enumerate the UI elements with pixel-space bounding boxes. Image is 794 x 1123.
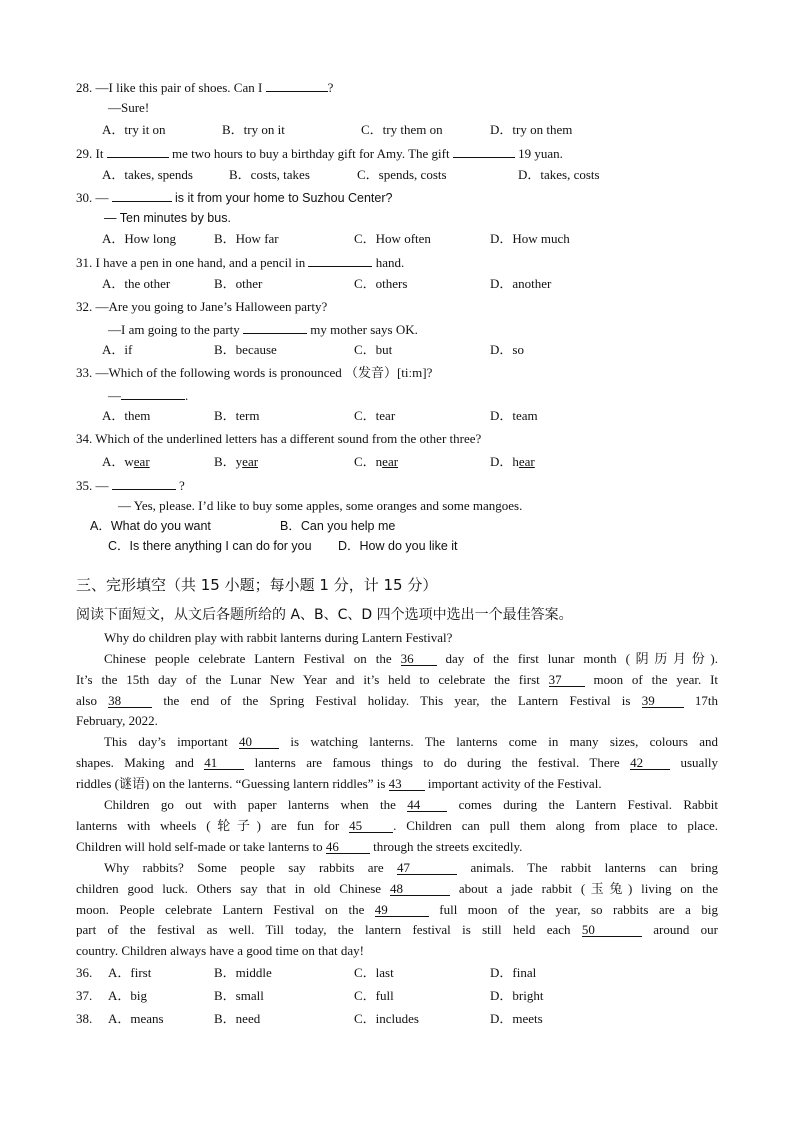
dialog-reply	[108, 321, 418, 338]
question-number: 38.	[76, 1011, 93, 1026]
passage-title: Why do children play with rabbit lanterns during Lantern Festival?	[104, 630, 453, 645]
blank-36[interactable]: 36	[401, 652, 437, 666]
option-c[interactable]: C．includes	[354, 1011, 419, 1026]
option-c[interactable]: C．spends, costs	[357, 167, 447, 182]
option-c[interactable]: C．but	[354, 342, 393, 357]
option-a[interactable]: A．if	[102, 342, 133, 357]
underlined-letters: ear	[133, 454, 150, 469]
answer-blank[interactable]	[107, 145, 169, 158]
option-d[interactable]: D．final	[490, 965, 537, 980]
option-c[interactable]: C．try them on	[361, 122, 443, 137]
question-text: .	[185, 388, 189, 403]
passage-line: also 38 the end of the Spring Festival holiday. This year, the Lantern Festival is 39 17th	[76, 692, 719, 708]
passage-line: riddles (谜语) on the lanterns. “Guessing lantern riddles” is 43 important activity of the Festival.	[76, 775, 602, 791]
answer-blank[interactable]	[121, 387, 185, 400]
question-number: 29.	[76, 146, 93, 161]
option-b[interactable]: B．because	[214, 342, 277, 357]
passage-line: children good luck. Others say that in old Chinese 48 about a jade rabbit (玉兔) living on the	[76, 880, 719, 896]
question-33	[76, 365, 432, 381]
answer-blank[interactable]	[308, 254, 372, 267]
passage-line: country. Children always have a good time on that day!	[76, 943, 364, 959]
question-number: 28.	[76, 80, 93, 95]
section-title: 三、完形填空（共 15 小题；每小题 1 分，计 15 分）	[76, 576, 438, 594]
option-c[interactable]: C．others	[354, 276, 408, 291]
passage-line: Chinese people celebrate Lantern Festival on the 36 day of the first lunar month (阴历月份).	[104, 651, 719, 666]
passage-paragraph-2	[76, 732, 718, 794]
question-text: I have a pen in one hand, and a pencil in	[95, 255, 306, 270]
option-d[interactable]: D．try on them	[490, 122, 573, 137]
option-d[interactable]: D．takes, costs	[518, 167, 600, 182]
question-text: —I am going to the party	[108, 322, 240, 337]
question-35	[76, 477, 185, 494]
option-a[interactable]: A．the other	[102, 276, 171, 291]
question-38	[76, 1011, 92, 1027]
question-36	[76, 965, 92, 981]
option-d[interactable]: D．bright	[490, 988, 544, 1003]
question-32	[76, 299, 327, 315]
blank-49[interactable]: 49	[375, 903, 429, 917]
option-d[interactable]: D．so	[490, 342, 524, 357]
blank-46[interactable]: 46	[326, 840, 370, 854]
question-31	[76, 254, 404, 271]
dialog-reply: — Ten minutes by bus.	[104, 211, 231, 225]
question-number: 35.	[76, 478, 93, 493]
option-c[interactable]: C．tear	[354, 408, 396, 423]
question-number: 37.	[76, 988, 93, 1003]
option-d[interactable]: D．meets	[490, 1011, 543, 1026]
blank-50[interactable]: 50	[582, 923, 642, 937]
question-30	[76, 189, 392, 206]
question-text: —	[95, 478, 109, 493]
question-text: It	[95, 146, 104, 161]
option-b[interactable]: B．try on it	[222, 122, 285, 137]
option-d[interactable]: D．How much	[490, 231, 570, 246]
question-number: 32.	[76, 299, 93, 314]
option-c[interactable]	[354, 454, 398, 470]
passage-line: This day’s important 40 is watching lanterns. The lanterns come in many sizes, colours and	[104, 734, 718, 749]
question-28	[76, 79, 333, 96]
blank-47[interactable]: 47	[397, 861, 457, 875]
question-text: —	[95, 190, 109, 205]
option-d[interactable]: D．How do you like it	[338, 539, 458, 553]
option-label: A．w	[102, 454, 134, 469]
option-d[interactable]: D．another	[490, 276, 552, 291]
blank-39[interactable]: 39	[642, 694, 684, 708]
dialog-reply	[108, 387, 188, 404]
question-text: Which of the underlined letters has a different sound from the other three?	[95, 431, 482, 446]
passage-paragraph-1	[76, 649, 718, 732]
option-a[interactable]: A．try it on	[102, 122, 166, 137]
question-number: 30.	[76, 190, 93, 205]
option-b[interactable]: B．small	[214, 988, 264, 1003]
option-c[interactable]: C．How often	[354, 231, 431, 246]
option-label: C．n	[354, 454, 383, 469]
blank-45[interactable]: 45	[349, 819, 393, 833]
underlined-letters: ear	[242, 454, 259, 469]
passage-line: Why rabbits? Some people say rabbits are 47 animals. The rabbit lanterns can bring	[104, 860, 719, 875]
option-label: D．h	[490, 454, 519, 469]
option-d[interactable]	[490, 454, 535, 470]
blank-40[interactable]: 40	[239, 735, 279, 749]
option-b[interactable]: B．costs, takes	[229, 167, 310, 182]
question-number: 34.	[76, 431, 93, 446]
answer-blank[interactable]	[453, 145, 515, 158]
option-b[interactable]: B．middle	[214, 965, 272, 980]
blank-37[interactable]: 37	[549, 673, 585, 687]
answer-blank[interactable]	[112, 477, 176, 490]
option-a[interactable]: A．takes, spends	[102, 167, 193, 182]
passage-line: February, 2022.	[76, 713, 158, 729]
passage-line: part of the festival as well. Till today, the lantern festival is still held each 50 around our	[76, 922, 719, 938]
question-text: —Are you going to Jane’s Halloween party?	[95, 299, 328, 314]
question-text: —I like this pair of shoes. Can I	[95, 80, 263, 95]
question-number: 33.	[76, 365, 93, 380]
answer-blank[interactable]	[243, 321, 307, 334]
question-text: ?	[327, 80, 334, 95]
passage-paragraph-4	[76, 858, 718, 962]
option-a[interactable]: A．big	[108, 988, 148, 1003]
dialog-reply: —Sure!	[108, 100, 150, 115]
underlined-letters: ear	[518, 454, 535, 469]
answer-blank[interactable]	[112, 189, 172, 202]
blank-38[interactable]: 38	[108, 694, 152, 708]
option-b[interactable]: B．other	[214, 276, 263, 291]
passage-line: lanterns with wheels (轮子) are fun for 45 . Children can pull them along from place to place.	[76, 817, 718, 833]
question-37	[76, 988, 92, 1004]
passage-line: Children will hold self-made or take lanterns to 46 through the streets excitedly.	[76, 838, 523, 854]
passage-line: It’s the 15th day of the Lunar New Year and it’s held to celebrate the first 37 moon of the year. It	[76, 671, 719, 687]
passage-line: moon. People celebrate Lantern Festival on the 49 full moon of the year, so rabbits are a big	[76, 901, 718, 917]
question-text: —	[108, 388, 121, 403]
question-number: 36.	[76, 965, 93, 980]
question-text: my mother says OK.	[310, 322, 418, 337]
passage-line: Children go out with paper lanterns when the 44 comes during the Lantern Festival. Rabbit	[104, 797, 719, 812]
option-b[interactable]: B．need	[214, 1011, 261, 1026]
blank-43[interactable]: 43	[389, 777, 425, 791]
option-a[interactable]: A．first	[108, 965, 152, 980]
blank-44[interactable]: 44	[407, 798, 447, 812]
question-text: —Which of the following words is pronounced （发音）[tiːm]?	[95, 365, 433, 380]
option-c[interactable]: C．last	[354, 965, 394, 980]
option-a[interactable]: A．means	[108, 1011, 164, 1026]
option-a[interactable]: A．What do you want	[90, 519, 211, 533]
passage-title-para	[76, 628, 718, 649]
question-number: 31.	[76, 255, 93, 270]
passage-paragraph-3	[76, 795, 718, 857]
underlined-letters: ear	[382, 454, 399, 469]
option-d[interactable]: D．team	[490, 408, 538, 423]
blank-41[interactable]: 41	[204, 756, 244, 770]
question-text: is it from your home to Suzhou Center?	[175, 191, 393, 205]
option-b[interactable]: B．How far	[214, 231, 279, 246]
question-text: hand.	[375, 255, 405, 270]
option-a[interactable]: A．them	[102, 408, 151, 423]
option-a[interactable]	[102, 454, 150, 470]
answer-blank[interactable]	[266, 79, 328, 92]
option-b[interactable]	[214, 454, 258, 470]
question-text: me two hours to buy a birthday gift for Amy. The gift	[171, 146, 450, 161]
option-c[interactable]: C．full	[354, 988, 394, 1003]
option-b[interactable]: B．term	[214, 408, 260, 423]
passage-line: shapes. Making and 41 lanterns are famous things to do during the festival. There 42 usually	[76, 754, 719, 770]
question-29	[76, 145, 563, 162]
question-text: 19 yuan.	[518, 146, 563, 161]
option-a[interactable]: A．How long	[102, 231, 177, 246]
option-label: B．y	[214, 454, 243, 469]
section-instruction: 阅读下面短文，从文后各题所给的 A、B、C、D 四个选项中选出一个最佳答案。	[76, 607, 573, 623]
option-b[interactable]: B．Can you help me	[280, 519, 396, 533]
question-34	[76, 431, 481, 447]
dialog-reply: — Yes, please. I’d like to buy some apples, some oranges and some mangoes.	[118, 498, 523, 513]
blank-42[interactable]: 42	[630, 756, 670, 770]
option-c[interactable]: C．Is there anything I can do for you	[108, 539, 312, 553]
blank-48[interactable]: 48	[390, 882, 450, 896]
question-text: ?	[179, 478, 185, 493]
